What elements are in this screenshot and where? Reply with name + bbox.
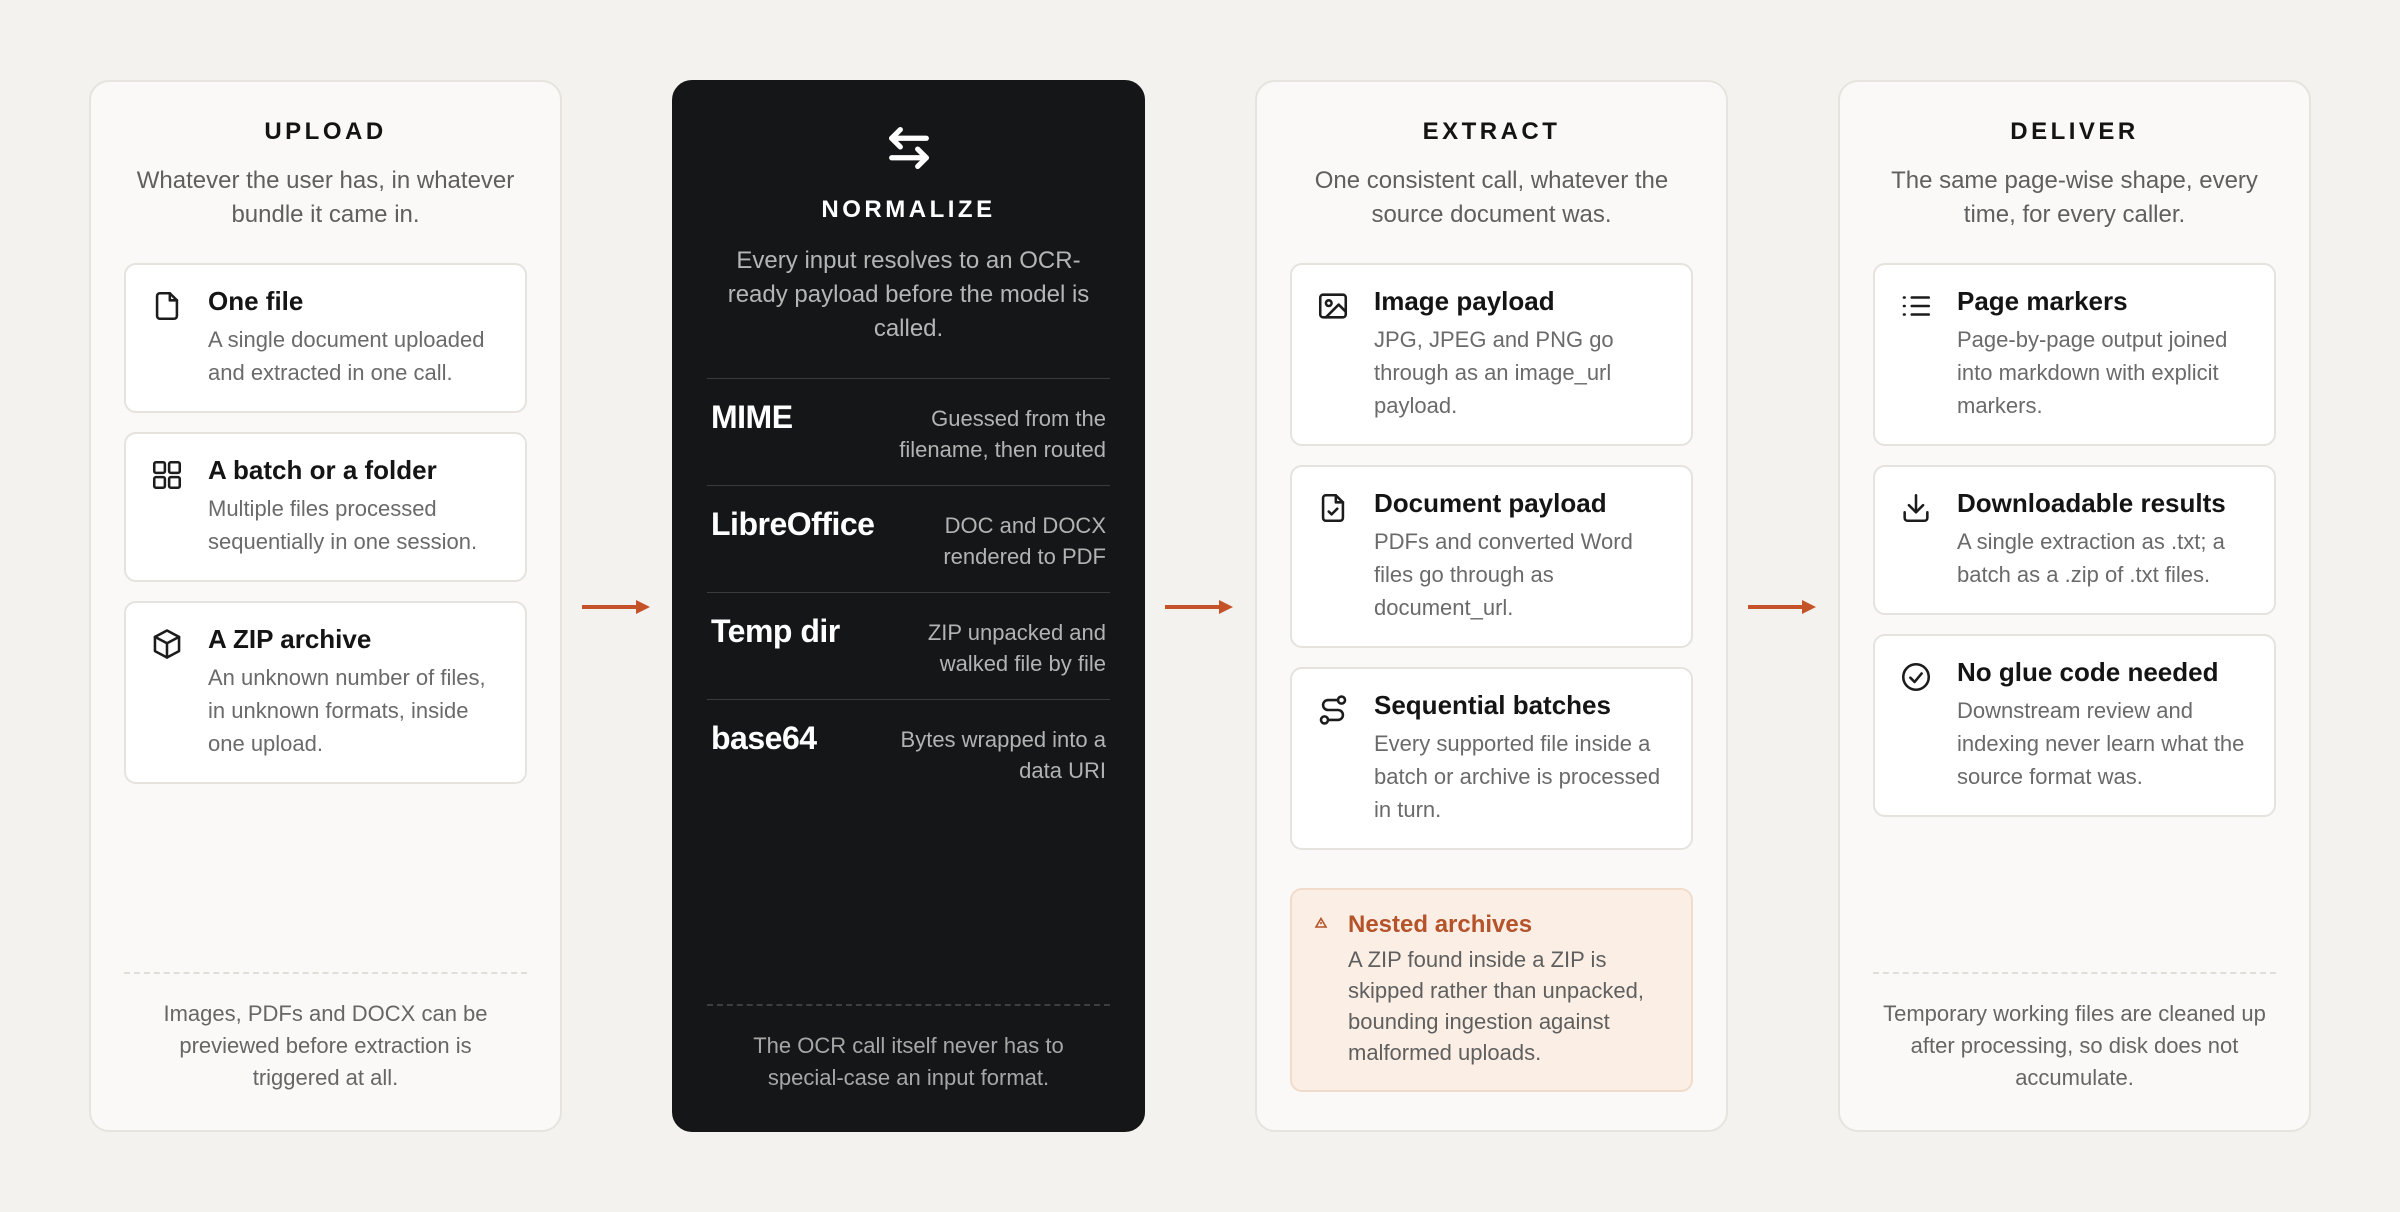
upload-footer: Images, PDFs and DOCX can be previewed before extraction is triggered at all. (124, 972, 527, 1130)
card-title: Sequential batches (1374, 690, 1611, 720)
note-text: A ZIP found inside a ZIP is skipped rather than unpacked, bounding ingestion against malformed uploads. (1348, 947, 1644, 1065)
card-document-payload (1290, 465, 1693, 648)
deliver-title: DELIVER (2010, 118, 2139, 145)
upload-column (89, 80, 562, 1132)
card-one-file (124, 263, 527, 413)
extract-title: EXTRACT (1422, 118, 1561, 145)
card-batch-folder (124, 432, 527, 582)
card-page-markers (1873, 263, 2276, 446)
normalize-key: base64 (711, 720, 817, 756)
card-zip-archive (124, 601, 527, 784)
normalize-value: Bytes wrapped into a data URI (900, 727, 1106, 783)
extract-subtitle: One consistent call, whatever the source document was. (1314, 167, 1669, 228)
card-text: A single extraction as .txt; a batch as a .zip of .txt files. (1957, 529, 2225, 587)
normalize-title: NORMALIZE (821, 196, 996, 223)
flow-arrow-icon (580, 597, 652, 617)
card-downloadable-results (1873, 465, 2276, 615)
card-text: Downstream review and indexing never learn what the source format was. (1957, 698, 2245, 789)
card-text: A single document uploaded and extracted in one call. (208, 327, 485, 385)
list-icon (1899, 289, 1933, 323)
normalize-row (707, 699, 1110, 806)
card-text: An unknown number of files, in unknown formats, inside one upload. (208, 665, 486, 756)
card-text: PDFs and converted Word files go through as document_url. (1374, 529, 1633, 620)
normalize-value: DOC and DOCX rendered to PDF (943, 513, 1106, 569)
card-title: Document payload (1374, 488, 1607, 518)
card-title: Image payload (1374, 286, 1555, 316)
note-title: Nested archives (1348, 911, 1533, 938)
flow-arrow-icon (1163, 597, 1235, 617)
card-text: Every supported file inside a batch or archive is processed in turn. (1374, 731, 1661, 822)
card-sequential-batches (1290, 667, 1693, 850)
card-title: A ZIP archive (208, 624, 372, 654)
normalize-subtitle: Every input resolves to an OCR-ready payload before the model is called. (727, 247, 1090, 342)
route-icon (1316, 693, 1350, 727)
card-title: Downloadable results (1957, 488, 2226, 518)
normalize-footer: The OCR call itself never has to special-case an input format. (707, 1004, 1110, 1130)
swap-arrows-icon (674, 122, 1143, 174)
normalize-key: LibreOffice (711, 506, 875, 542)
flow-arrow-icon (1746, 597, 1818, 617)
upload-subtitle: Whatever the user has, in whatever bundle it came in. (136, 167, 515, 228)
document-check-icon (1316, 491, 1350, 525)
card-title: Page markers (1957, 286, 2128, 316)
card-image-payload (1290, 263, 1693, 446)
warning-triangle-icon (1314, 916, 1332, 1068)
card-text: Multiple files processed sequentially in one session. (208, 496, 478, 554)
box-icon (150, 627, 184, 661)
check-circle-icon (1899, 660, 1933, 694)
card-no-glue-code (1873, 634, 2276, 817)
normalize-row (707, 378, 1110, 485)
card-title: No glue code needed (1957, 657, 2219, 687)
deliver-subtitle: The same page-wise shape, every time, for every caller. (1891, 167, 2258, 228)
normalize-key: MIME (711, 399, 793, 435)
nested-archives-note (1290, 888, 1693, 1092)
extract-column (1255, 80, 1728, 1132)
card-title: One file (208, 286, 304, 316)
grid-icon (150, 458, 184, 492)
download-icon (1899, 491, 1933, 525)
deliver-column (1838, 80, 2311, 1132)
normalize-column (672, 80, 1145, 1132)
card-text: Page-by-page output joined into markdown with explicit markers. (1957, 327, 2228, 418)
card-title: A batch or a folder (208, 455, 437, 485)
normalize-row (707, 485, 1110, 592)
normalize-value: Guessed from the filename, then routed (899, 406, 1106, 462)
image-icon (1316, 289, 1350, 323)
card-text: JPG, JPEG and PNG go through as an image_url payload. (1374, 327, 1614, 418)
normalize-key: Temp dir (711, 613, 840, 649)
normalize-row (707, 592, 1110, 699)
normalize-value: ZIP unpacked and walked file by file (927, 620, 1106, 676)
upload-title: UPLOAD (264, 118, 387, 145)
deliver-footer: Temporary working files are cleaned up after processing, so disk does not accumulate. (1873, 972, 2276, 1130)
file-icon (150, 289, 184, 323)
